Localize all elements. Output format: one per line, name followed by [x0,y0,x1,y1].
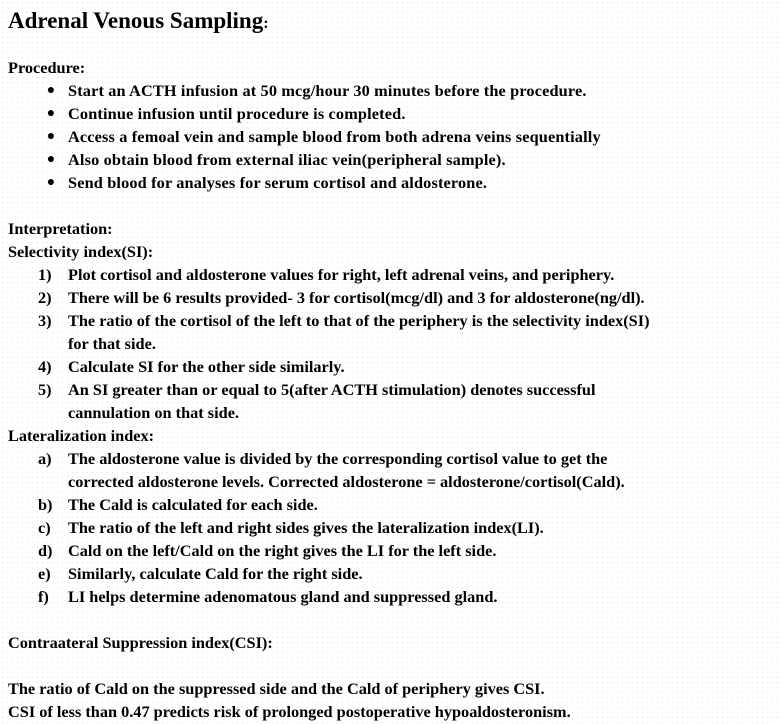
lateralization-item [8,447,780,493]
selectivity-item [8,378,780,424]
list-marker: d) [38,541,53,560]
list-marker: 1) [38,265,52,284]
list-marker: a) [38,449,52,468]
bullet-icon: ● [46,83,56,98]
lateralization-item [8,539,780,562]
procedure-item-text: Send blood for analyses for serum cortisol and aldosterone. [68,173,488,192]
lateralization-item-text [68,585,780,608]
text-line: Calculate SI for the other side similarly. [68,357,345,376]
spacer [8,608,780,631]
lateralization-item [8,493,780,516]
list-marker: 5) [38,380,52,399]
list-marker: f) [38,587,49,606]
lateralization-item-text [68,539,780,562]
procedure-item-text: Start an ACTH infusion at 50 mcg/hour 30 minutes before the procedure. [68,81,587,100]
procedure-item-text: Continue infusion until procedure is completed. [68,104,406,123]
csi-text-line: The ratio of Cald on the suppressed side and the Cald of periphery gives CSI. [8,679,545,698]
text-line: The aldosterone value is divided by the corresponding cortisol value to get the [68,449,608,468]
csi-text-line: CSI of less than 0.47 predicts risk of prolonged postoperative hypoaldosteronism. [8,702,571,721]
text-line: The ratio of the left and right sides gives the lateralization index(LI). [68,518,544,537]
text-line: Plot cortisol and aldosterone values for right, left adrenal veins, and periphery. [68,265,615,284]
bullet-icon: ● [46,106,56,121]
page-title-text: Adrenal Venous Sampling [8,8,264,33]
procedure-item [8,171,780,194]
csi-heading: Contraateral Suppression index(CSI): [8,633,273,652]
list-marker: c) [38,518,51,537]
list-marker: 4) [38,357,52,376]
lateralization-item-text [68,516,780,539]
list-marker: b) [38,495,53,514]
text-line: The ratio of the cortisol of the left to that of the periphery is the selectivity index(SI) [68,311,650,330]
text-line: The Cald is calculated for each side. [68,495,318,514]
selectivity-item-text [68,263,780,286]
procedure-item-text: Also obtain blood from external iliac vein(peripheral sample). [68,150,506,169]
lateralization-heading: Lateralization index: [8,426,155,445]
selectivity-item-text [68,309,780,355]
spacer [8,194,780,217]
procedure-heading: Procedure: [8,58,86,77]
text-line: LI helps determine adenomatous gland and suppressed gland. [68,587,498,606]
text-line: Similarly, calculate Cald for the right side. [68,564,363,583]
spacer [8,38,780,56]
text-line: cannulation on that side. [68,403,239,422]
text-line: corrected aldosterone levels. Corrected aldosterone = aldosterone/cortisol(Cald). [68,472,625,491]
selectivity-item [8,355,780,378]
bullet-icon: ● [46,175,56,190]
list-marker: 3) [38,311,52,330]
page-title [8,4,780,38]
selectivity-item [8,263,780,286]
lateralization-item-text [68,493,780,516]
text-line: Cald on the left/Cald on the right gives the LI for the left side. [68,541,497,560]
lateralization-item [8,516,780,539]
lateralization-item-text [68,447,780,493]
document-body [8,4,780,723]
selectivity-item [8,286,780,309]
selectivity-heading: Selectivity index(SI): [8,242,154,261]
procedure-item [8,79,780,102]
bullet-icon: ● [46,129,56,144]
procedure-item [8,148,780,171]
interpretation-heading: Interpretation: [8,219,113,238]
text-line: There will be 6 results provided- 3 for cortisol(mcg/dl) and 3 for aldosterone(ng/dl). [68,288,645,307]
procedure-item [8,125,780,148]
spacer [8,654,780,677]
lateralization-item [8,562,780,585]
text-line: for that side. [68,334,156,353]
procedure-item [8,102,780,125]
bullet-icon: ● [46,152,56,167]
lateralization-item [8,585,780,608]
selectivity-item-text [68,286,780,309]
selectivity-item [8,309,780,355]
lateralization-item-text [68,562,780,585]
page-title-colon: : [263,15,269,32]
list-marker: 2) [38,288,52,307]
text-line: An SI greater than or equal to 5(after ACTH stimulation) denotes successful [68,380,596,399]
procedure-item-text: Access a femoal vein and sample blood from both adrena veins sequentially [68,127,601,146]
selectivity-item-text [68,355,780,378]
selectivity-item-text [68,378,780,424]
list-marker: e) [38,564,51,583]
